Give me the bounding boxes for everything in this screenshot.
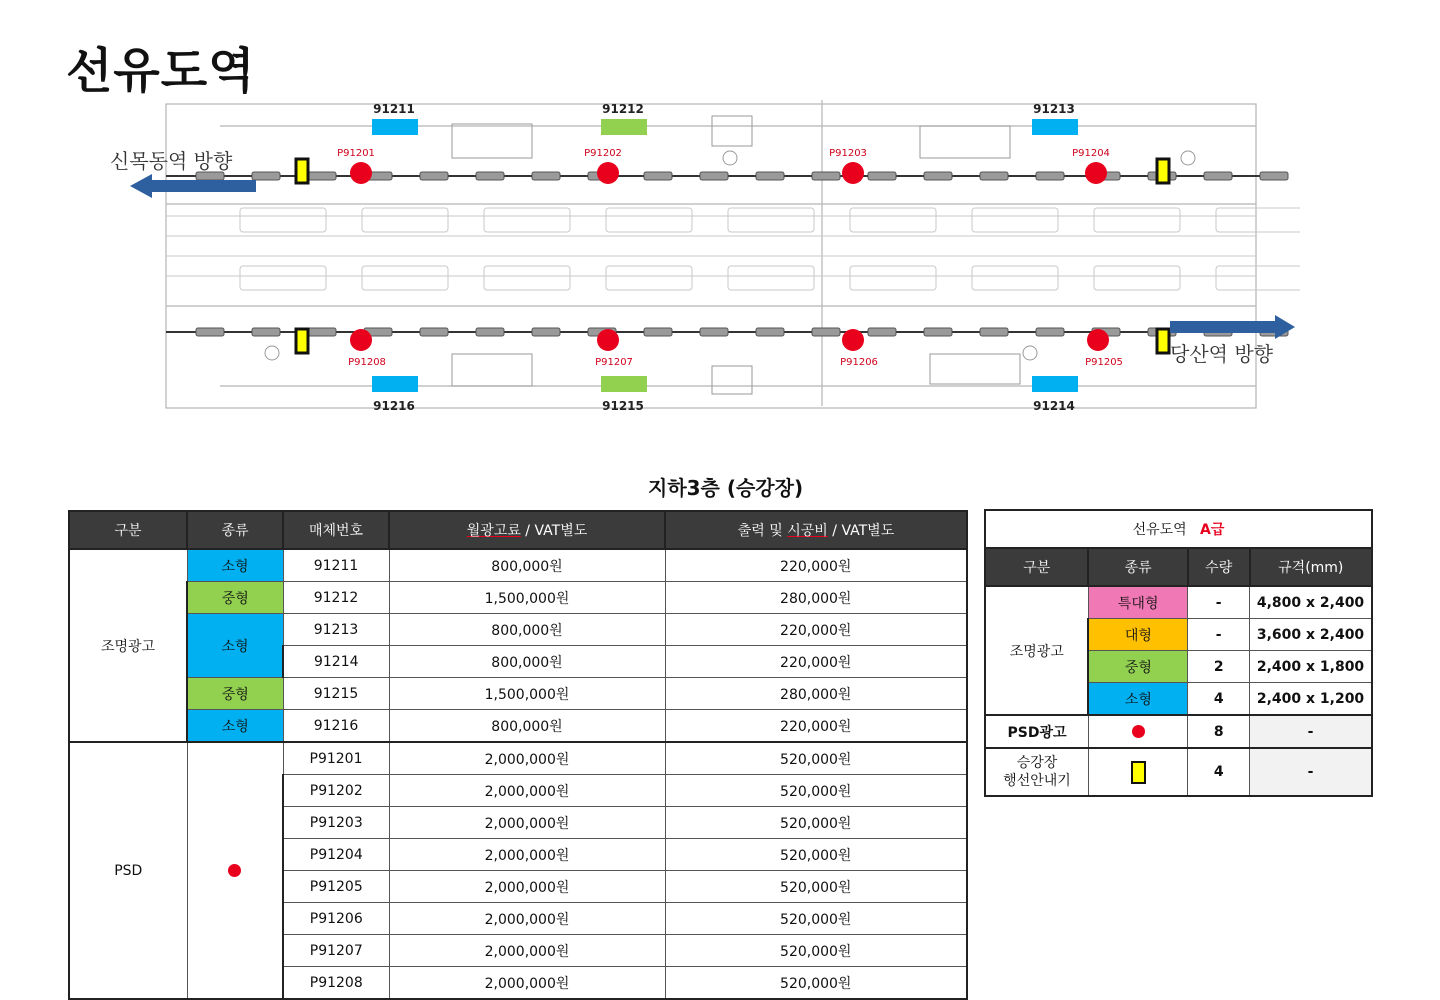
- psd-dot-P91203: [842, 162, 864, 184]
- spec: 2,400 x 1,200: [1250, 683, 1372, 716]
- psd-dot-P91207: [597, 329, 619, 351]
- media-number: P91208: [283, 967, 389, 1000]
- header-type: 종류: [1088, 548, 1187, 586]
- install-cost: 280,000원: [665, 582, 967, 614]
- psd-panel: [252, 328, 280, 336]
- install-cost: 520,000원: [665, 935, 967, 967]
- psd-panel: [924, 328, 952, 336]
- install-cost: 220,000원: [665, 646, 967, 678]
- psd-label: P91202: [584, 148, 622, 159]
- media-number: 91216: [283, 710, 389, 743]
- media-number: 91214: [283, 646, 389, 678]
- psd-dot-icon: [228, 864, 241, 877]
- top-lightbox-91213: [1032, 119, 1078, 135]
- bottom-right-sign-marker: [1157, 329, 1169, 353]
- install-cost: 520,000원: [665, 871, 967, 903]
- psd-panel: [700, 172, 728, 180]
- top-lightbox-label: 91213: [1033, 102, 1075, 116]
- psd-dot-P91204: [1085, 162, 1107, 184]
- psd-panel: [196, 328, 224, 336]
- quantity: 4: [1188, 748, 1250, 796]
- spec: -: [1250, 748, 1372, 796]
- install-cost: 520,000원: [665, 807, 967, 839]
- monthly-fee: 800,000원: [389, 710, 665, 743]
- sign-marker-cell: [1088, 748, 1187, 796]
- sign-label-line2: 행선안내기: [1003, 773, 1071, 789]
- header-monthly-fee: 월광고료 / VAT별도: [389, 511, 665, 549]
- psd-dot-icon: [1132, 725, 1145, 738]
- table-row: [985, 748, 1372, 796]
- table-row: [69, 582, 967, 614]
- station-name: 선유도역: [1132, 522, 1187, 538]
- install-cost: 520,000원: [665, 839, 967, 871]
- top-lightbox-label: 91211: [373, 102, 415, 116]
- media-number: 91215: [283, 678, 389, 710]
- quantity: -: [1188, 619, 1250, 651]
- media-number: P91205: [283, 871, 389, 903]
- left-direction-label: 신목동역 방향: [110, 149, 233, 173]
- media-number: P91207: [283, 935, 389, 967]
- price-table: [68, 510, 968, 1000]
- install-cost: 220,000원: [665, 614, 967, 646]
- price-table-header: [69, 511, 967, 549]
- type-cell: 소형: [187, 614, 283, 678]
- spec-table-header: [985, 548, 1372, 586]
- group-psd: PSD: [69, 742, 187, 999]
- media-number: P91202: [283, 775, 389, 807]
- quantity: 4: [1188, 683, 1250, 716]
- table-row: [69, 549, 967, 582]
- install-cost: 520,000원: [665, 903, 967, 935]
- monthly-fee: 2,000,000원: [389, 839, 665, 871]
- psd-dot-P91205: [1087, 329, 1109, 351]
- psd-label: P91203: [829, 148, 867, 159]
- monthly-fee: 1,500,000원: [389, 678, 665, 710]
- type-cell: 소형: [187, 549, 283, 582]
- sign-marker-icon: [1131, 761, 1146, 784]
- top-lightbox-91212: [601, 119, 647, 135]
- sign-label-line1: 승강장: [1016, 755, 1058, 771]
- install-cost: 520,000원: [665, 775, 967, 807]
- bottom-lightbox-91216: [372, 376, 418, 392]
- header-media-number: 매체번호: [283, 511, 389, 549]
- psd-panel: [252, 172, 280, 180]
- psd-panel: [532, 172, 560, 180]
- monthly-fee: 800,000원: [389, 614, 665, 646]
- psd-panel: [1260, 172, 1288, 180]
- spec: 4,800 x 2,400: [1250, 586, 1372, 619]
- table-row: [69, 678, 967, 710]
- type-cell: 대형: [1088, 619, 1187, 651]
- media-number: P91201: [283, 742, 389, 775]
- psd-panel: [756, 172, 784, 180]
- psd-dot-cell: [187, 742, 283, 999]
- monthly-fee: 1,500,000원: [389, 582, 665, 614]
- psd-panel: [476, 172, 504, 180]
- psd-panel: [644, 328, 672, 336]
- psd-panel: [868, 328, 896, 336]
- psd-label: P91208: [348, 357, 386, 368]
- monthly-fee: 2,000,000원: [389, 903, 665, 935]
- psd-dot-P91202: [597, 162, 619, 184]
- psd-panel: [420, 328, 448, 336]
- header-spec: 규격(mm): [1250, 548, 1372, 586]
- bottom-lightbox-91214: [1032, 376, 1078, 392]
- bottom-left-sign-marker: [296, 329, 308, 353]
- psd-panel: [700, 328, 728, 336]
- spec: -: [1250, 715, 1372, 748]
- quantity: -: [1188, 586, 1250, 619]
- spec: 3,600 x 2,400: [1250, 619, 1372, 651]
- spec: 2,400 x 1,800: [1250, 651, 1372, 683]
- header-category: 구분: [69, 511, 187, 549]
- media-number: 91213: [283, 614, 389, 646]
- psd-panel: [420, 172, 448, 180]
- psd-panel: [196, 172, 224, 180]
- monthly-fee: 800,000원: [389, 646, 665, 678]
- install-cost: 280,000원: [665, 678, 967, 710]
- media-number: P91204: [283, 839, 389, 871]
- type-cell: 특대형: [1088, 586, 1187, 619]
- spec-table-title: [985, 510, 1372, 548]
- psd-label: P91201: [337, 148, 375, 159]
- psd-label: PSD광고: [985, 715, 1088, 748]
- header-category: 구분: [985, 548, 1088, 586]
- type-cell: 중형: [187, 582, 283, 614]
- psd-panel: [924, 172, 952, 180]
- quantity: 2: [1188, 651, 1250, 683]
- station-grade: A급: [1200, 522, 1225, 538]
- monthly-fee: 2,000,000원: [389, 871, 665, 903]
- spec-table-title-row: [985, 510, 1372, 548]
- monthly-fee: 2,000,000원: [389, 807, 665, 839]
- psd-panel: [980, 172, 1008, 180]
- table-row: [985, 586, 1372, 619]
- psd-label: P91206: [840, 357, 878, 368]
- psd-panel: [1204, 172, 1232, 180]
- floor-label: 지하3층 (승강장): [648, 476, 804, 500]
- table-row: [69, 614, 967, 646]
- psd-panel: [532, 328, 560, 336]
- psd-dot-P91206: [842, 329, 864, 351]
- top-lightbox-label: 91212: [602, 102, 644, 116]
- media-number: P91203: [283, 807, 389, 839]
- monthly-fee: 2,000,000원: [389, 967, 665, 1000]
- install-cost: 520,000원: [665, 742, 967, 775]
- top-left-sign-marker: [296, 159, 308, 183]
- monthly-fee: 2,000,000원: [389, 935, 665, 967]
- top-right-sign-marker: [1157, 159, 1169, 183]
- page-title: 선유도역: [66, 43, 256, 99]
- psd-panel: [756, 328, 784, 336]
- group-lightbox: 조명광고: [69, 549, 187, 742]
- psd-panel: [868, 172, 896, 180]
- bottom-lightbox-label: 91214: [1033, 399, 1075, 413]
- sign-label: [985, 748, 1088, 796]
- psd-panel: [980, 328, 1008, 336]
- psd-panel: [1036, 172, 1064, 180]
- psd-dot-cell: [1088, 715, 1187, 748]
- psd-panel: [308, 328, 336, 336]
- psd-dot-P91201: [350, 162, 372, 184]
- quantity: 8: [1188, 715, 1250, 748]
- psd-label: P91205: [1085, 357, 1123, 368]
- monthly-fee: 2,000,000원: [389, 742, 665, 775]
- bottom-lightbox-label: 91216: [373, 399, 415, 413]
- media-number: 91212: [283, 582, 389, 614]
- install-cost: 520,000원: [665, 967, 967, 1000]
- bottom-lightbox-91215: [601, 376, 647, 392]
- psd-panel: [1036, 328, 1064, 336]
- platform-floor-plan: [100, 96, 1300, 426]
- header-type: 종류: [187, 511, 283, 549]
- psd-label: P91204: [1072, 148, 1110, 159]
- monthly-fee: 2,000,000원: [389, 775, 665, 807]
- table-row: [69, 742, 967, 775]
- right-direction-label: 당산역 방향: [1170, 342, 1273, 366]
- type-cell: 소형: [1088, 683, 1187, 716]
- type-cell: 중형: [187, 678, 283, 710]
- top-lightbox-91211: [372, 119, 418, 135]
- psd-panel: [644, 172, 672, 180]
- psd-panel: [812, 328, 840, 336]
- table-row: [69, 710, 967, 743]
- type-cell: 소형: [187, 710, 283, 743]
- header-quantity: 수량: [1188, 548, 1250, 586]
- media-number: P91206: [283, 903, 389, 935]
- type-cell: 중형: [1088, 651, 1187, 683]
- bottom-lightbox-label: 91215: [602, 399, 644, 413]
- right-direction-arrow: [1170, 315, 1295, 339]
- media-number: 91211: [283, 549, 389, 582]
- install-cost: 220,000원: [665, 549, 967, 582]
- table-row: [985, 715, 1372, 748]
- psd-panel: [308, 172, 336, 180]
- monthly-fee: 800,000원: [389, 549, 665, 582]
- spec-table: [984, 509, 1373, 797]
- psd-panel: [476, 328, 504, 336]
- install-cost: 220,000원: [665, 710, 967, 743]
- left-direction-arrow: [130, 174, 256, 198]
- psd-dot-P91208: [350, 329, 372, 351]
- group-lightbox: 조명광고: [985, 586, 1088, 715]
- header-install-cost: 출력 및 시공비 / VAT별도: [665, 511, 967, 549]
- psd-label: P91207: [595, 357, 633, 368]
- psd-panel: [812, 172, 840, 180]
